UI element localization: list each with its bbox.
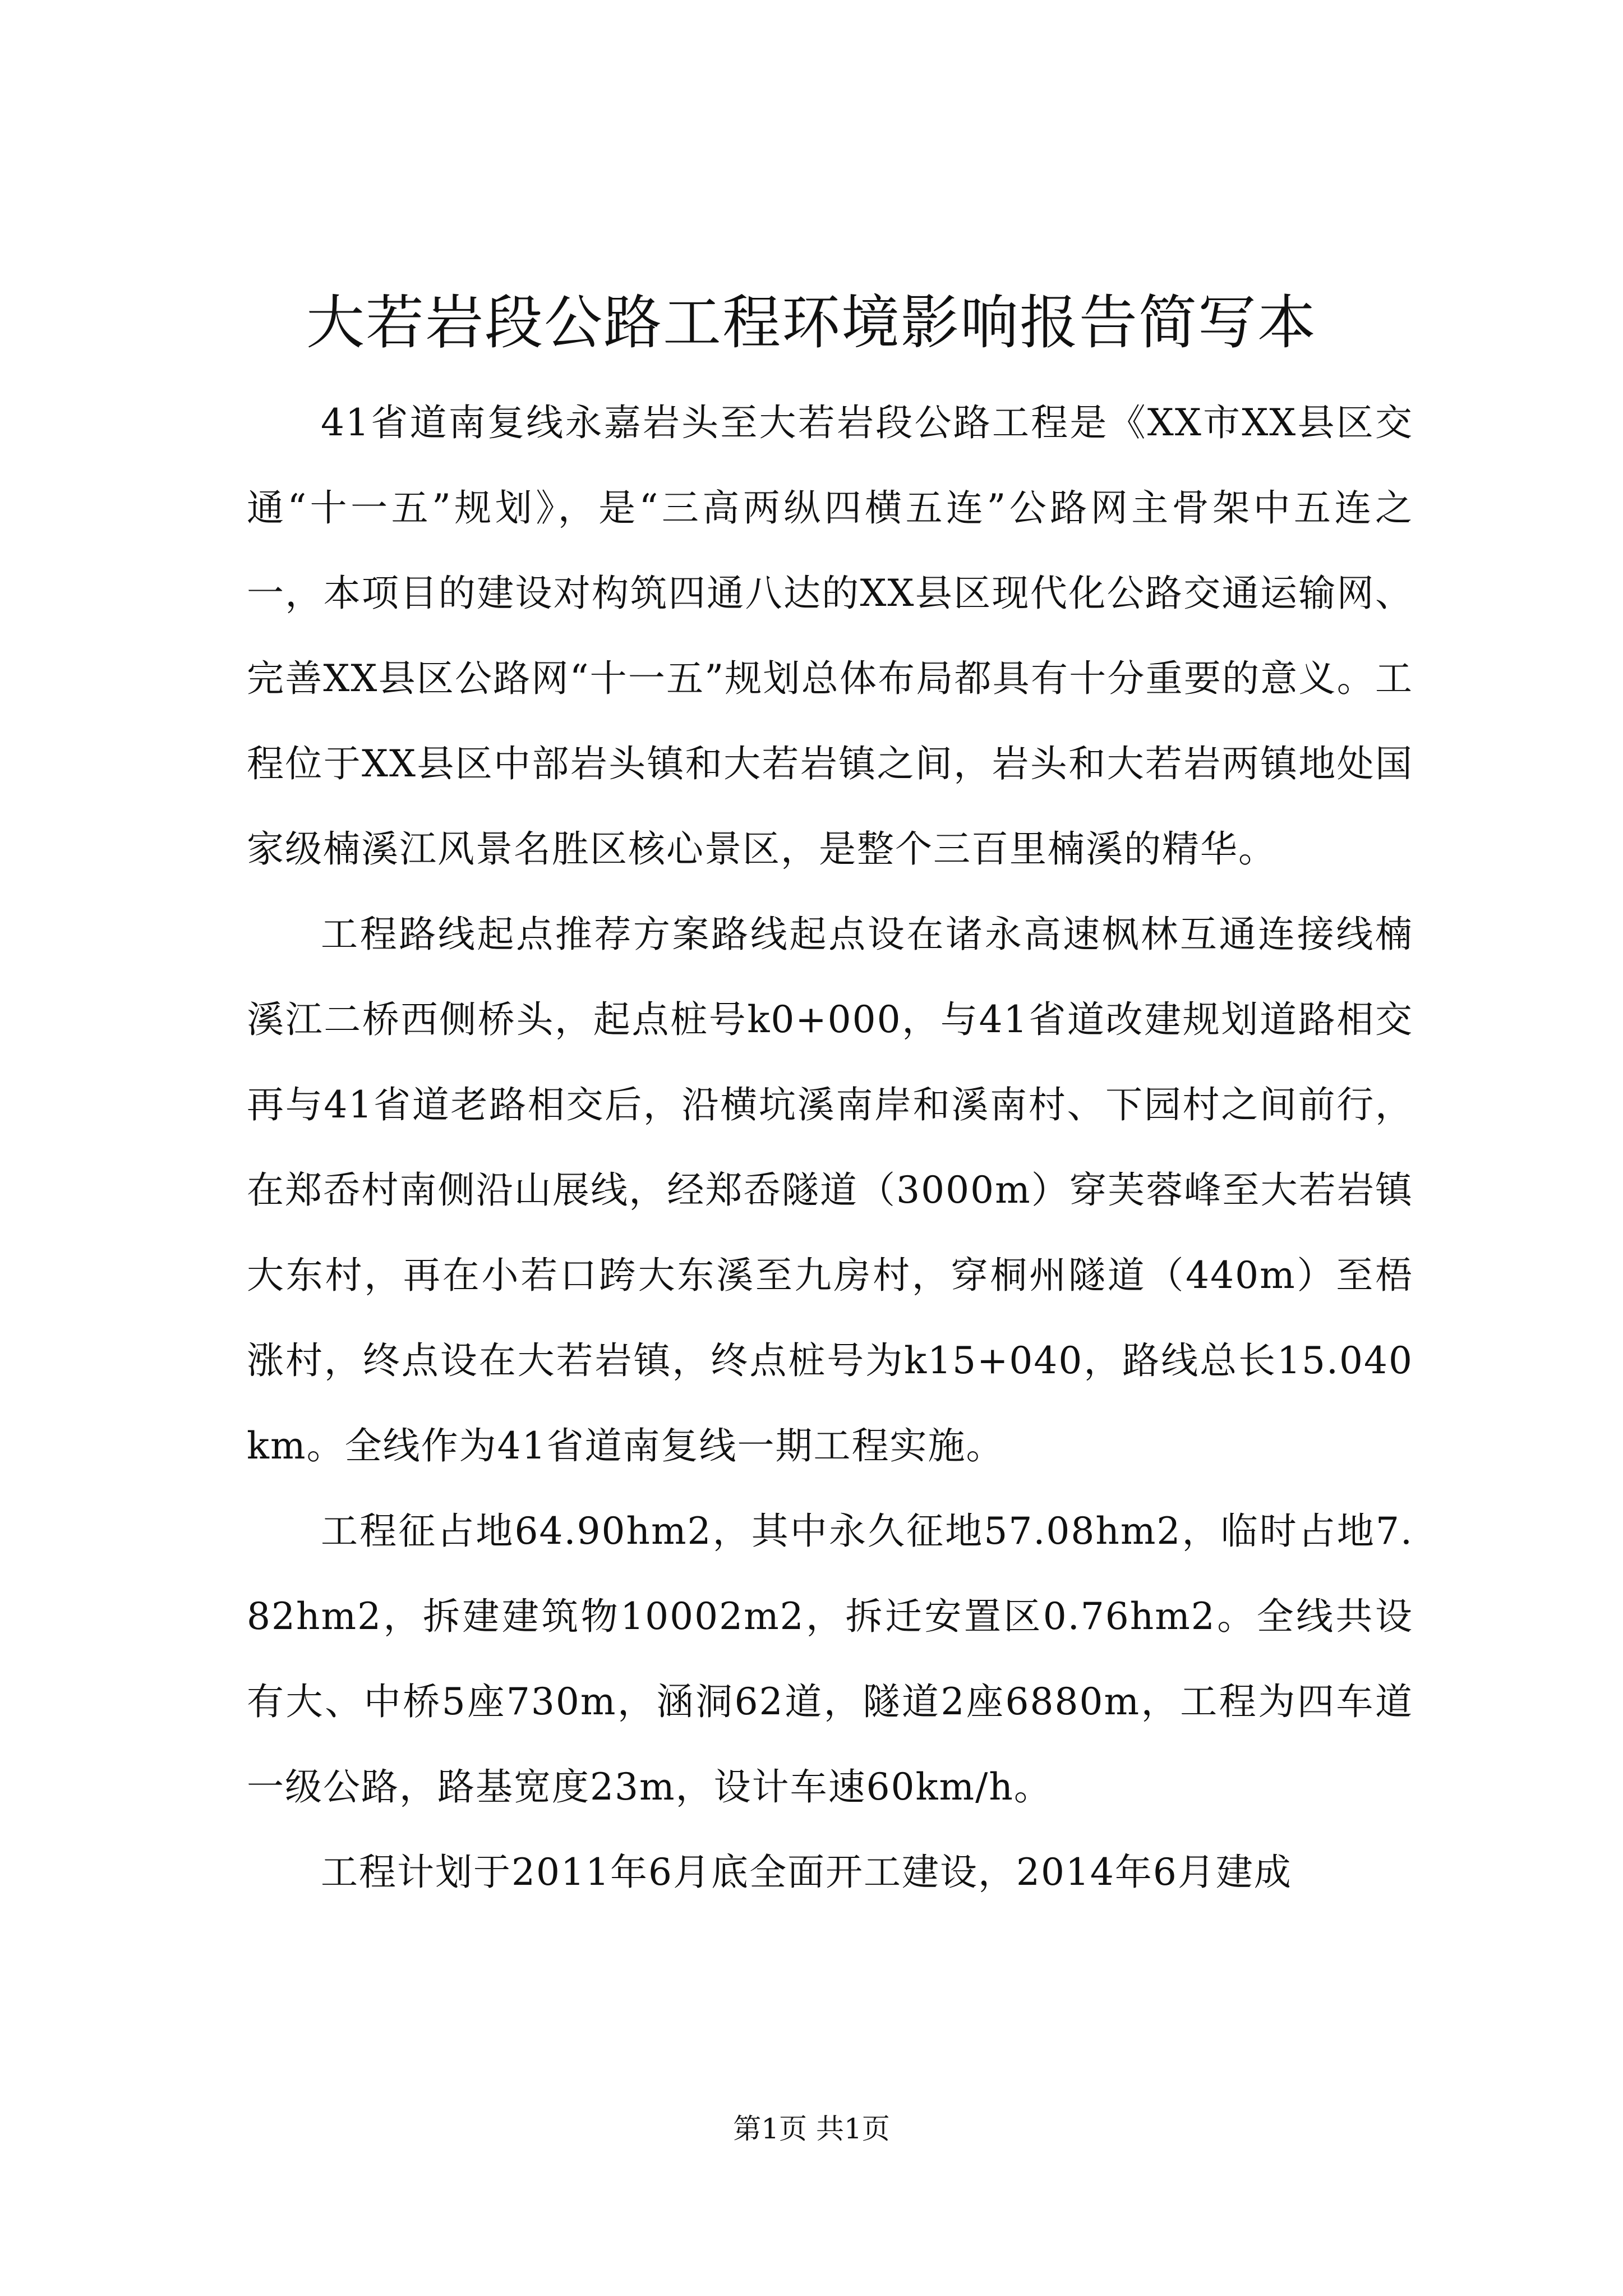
paragraph-1: 41省道南复线永嘉岩头至大若岩段公路工程是《XX市XX县区交通“十一五”规划》，是“三高两纵四横五连”公路网主骨架中五连之一，本项目的建设对构筑四通八达的XX县区现代化公路交通运输网、完善XX县区公路网“十一五”规划总体布局都具有十分重要的意义。工程位于XX县区中部岩头镇和大若岩镇之间，岩头和大若岩两镇地处国家级楠溪江风景名胜区核心景区，是整个三百里楠溪的精华。	[247, 401, 1413, 871]
page-footer: 第1页 共1页	[733, 2113, 890, 2145]
paragraph-2: 工程路线起点推荐方案路线起点设在诸永高速枫林互通连接线楠溪江二桥西侧桥头，起点桩号k0+000，与41省道改建规划道路相交再与41省道老路相交后，沿横坑溪南岸和溪南村、下园村之间前行，在郑岙村南侧沿山展线，经郑岙隧道（3000m）穿芙蓉峰至大若岩镇大东村，再在小若口跨大东溪至九房村，穿桐州隧道（440m）至梧涨村，终点设在大若岩镇，终点桩号为k15+040，路线总长15.040km。全线作为41省道南复线一期工程实施。	[247, 913, 1413, 1467]
document-body	[247, 380, 1413, 1915]
paragraph-4: 工程计划于2011年6月底全面开工建设，2014年6月建成	[321, 1851, 1292, 1894]
document-title: 大若岩段公路工程环境影响报告简写本	[306, 288, 1317, 357]
paragraph-3: 工程征占地64.90hm2，其中永久征地57.08hm2，临时占地7.82hm2，拆建建筑物10002m2，拆迁安置区0.76hm2。全线共设有大、中桥5座730m，涵洞62道，隧道2座6880m，工程为四车道一级公路，路基宽度23m，设计车速60km/h。	[247, 1510, 1413, 1809]
